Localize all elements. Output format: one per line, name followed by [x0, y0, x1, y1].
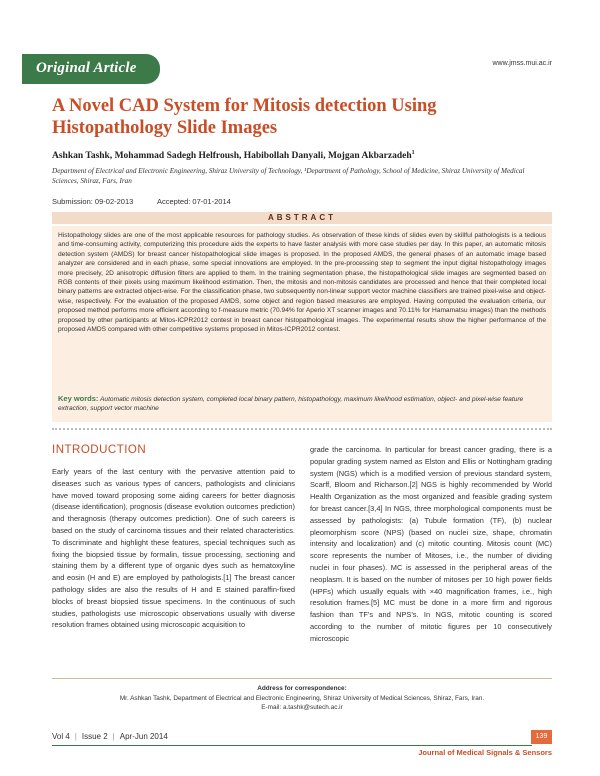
issue: Issue 2: [81, 732, 108, 741]
keywords-label: Key words:: [58, 394, 99, 403]
correspondence-label: Address for correspondence:: [257, 685, 347, 692]
correspondence-email[interactable]: E-mail: a.tashk@sutech.ac.ir: [261, 704, 343, 711]
introduction-column-1: Early years of the last century with the pervasive attention paid to diseases such as various types of cancers, pathologists and clinicians have moved toward proposing some aiding careers for better diagnosis (disease identification), prognosis (disease evolution outcomes prediction) and theragnosis (therapy outcomes prediction). One of such careers is based on the study of carcinoma tissues and their related characteristics. To discriminate and highlight these features, special techniques such as fixing the biopsied tissue by formalin, tissue processing, sectioning and staining them by a different type of organic dyes such as hematoxyline and eosin (H and E) are employed by pathologists.[1] The breast cancer pathology slides are also the results of H and E stained paraffin-fixed blocks of breast biopsied tissue specimens. In the continuous of such studies, pathologists use microscopic observations usually with diverse resolution frames obtained using microscopic acquisition to: [52, 467, 295, 630]
introduction-heading: INTRODUCTION: [52, 444, 147, 456]
issue-info: [52, 732, 168, 741]
issue-date: Apr-Jun 2014: [119, 732, 168, 741]
introduction-column-2: grade the carcinoma. In particular for breast cancer grading, there is a popular grading system named as Elston and Ellis or Nottingham grading system (NGS) which is a modified version of previous standard system, Scarff, Bloom and Richarson.[2] NGS is highly recommended by World Health Organization as the most organized and feasible grading system for breast cancer.[3,4] In NGS, three morphological components must be assessed by pathologists: (a) Tubule formation (TF), (b) nuclear pleomorphism score (NPS) (based on nuclei size, shape, chromatin intensity and localization) and (c) mitotic counting. Mitosis count (MC) score represents the number of Mitoses, i.e., the number of dividing nuclei in four phases). MC is assessed in the peripheral areas of the neoplasm. It is based on the number of mitoses per 10 high power fields (HPFs) which usually equals with ×40 magnification frames, i.e., high resolution frames.[5] MC must be done in a more firm and rigorous fashion than TF's and NPS's. In NGS, mitotic counting is scored according to the number of mitotic figures per 10 consecutively microscopic: [310, 445, 552, 643]
article-type-label: Original Article: [36, 60, 137, 76]
journal-name: Journal of Medical Signals & Sensors: [418, 748, 552, 757]
author-list: [52, 150, 552, 161]
submission-date: Submission: 09-02-2013: [52, 197, 134, 206]
submission-dates: [52, 197, 253, 206]
article-type-banner: [22, 54, 160, 84]
paper-title: A Novel CAD System for Mitosis detection Using Histopathology Slide Images: [52, 96, 437, 138]
authors-text: Ashkan Tashk, Mohammad Sadegh Helfroush, Habibollah Danyali, Mojgan Akbarzadeh: [52, 151, 412, 162]
keywords: [58, 394, 546, 414]
abstract-heading: ABSTRACT: [52, 212, 552, 224]
accepted-date: Accepted: 07-01-2014: [156, 197, 231, 206]
section-divider: [52, 428, 552, 430]
correspondence-block: [52, 678, 552, 713]
volume: Vol 4: [52, 732, 70, 741]
keywords-text: Automatic mitosis detection system, completed local binary pattern, histopathology, maximum likelihood estimation, object- and pixel-wise feature extraction, support vector machine: [58, 396, 524, 413]
separator: |: [112, 732, 115, 741]
abstract-box: [52, 226, 552, 422]
separator: |: [74, 732, 77, 741]
affiliation: Department of Electrical and Electronic Engineering, Shiraz University of Technology, ¹Department of Pathology, School of Medicine, Shiraz University of Medical Sciences, Shiraz, Fars, Iran: [52, 167, 525, 185]
abstract-text: Histopathology slides are one of the most applicable resources for pathology studies. As observation of these kinds of slides even by skillful pathologists is a tedious and time-consuming activity, computerizing this procedure aids the experts to have faster analysis with more case studies per day. In this paper, an automatic mitosis detection system (AMDS) for breast cancer histopathological slide images is proposed. In the proposed AMDS, the general phases of an automatic image based analyzer are considered and in each phase, some special innovations are employed. In the pre-processing step to segment the input digital histopathology images more precisely, 2D anisotropic diffusion filters are applied to them. In the training segmentation phase, the histopathological slide images are segmented based on RGB contents of their pixels using maximum likelihood estimation. Then, the mitosis and non-mitosis candidates are processed and hence that their completed local binary patterns are extracted object-wise. For the classification phase, two subsequently non-linear support vector machine classifiers are trained pixel-wise and object-wise, respectively. For the evaluation of the proposed AMDS, some object and region based measures are employed. Having computed the evaluation criteria, our proposed method performs more efficient according to f-measure metric (70.94% for Aperio XT scanner images and 70.11% for Hamamatsu images) than the methods proposed by other participants at Mitos-ICPR2012 contest in breast cancer histopathological images. The experimental results show the higher performance of the proposed AMDS compared with other competitive systems proposed in Mitos-ICPR2012 contest.: [58, 232, 546, 334]
author-superscript: 1: [411, 150, 415, 156]
page-number: 139: [531, 730, 552, 744]
correspondence-address: Mr. Ashkan Tashk, Department of Electrical and Electronic Engineering, Shiraz University of Medical Sciences, Shiraz, Fars, Iran.: [119, 694, 485, 702]
footer-rule: [52, 745, 532, 746]
journal-url[interactable]: www.jmss.mui.ac.ir: [492, 60, 552, 67]
